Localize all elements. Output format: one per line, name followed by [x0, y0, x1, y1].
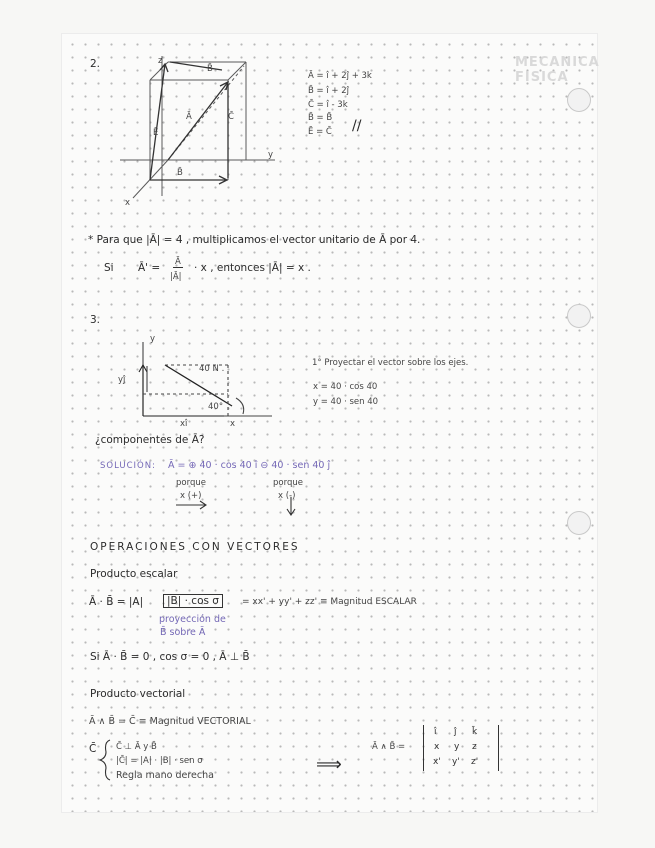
- formula-lhs: Ā' =: [138, 262, 161, 274]
- vector-b-bottom-label: B̄: [177, 168, 183, 178]
- equation-b: B̄ = î + 2ĵ: [308, 86, 350, 96]
- y-axis-label-3: y: [150, 334, 156, 344]
- vector-e-arrow: [150, 64, 165, 180]
- dot-product-title: Producto escalar: [90, 568, 178, 580]
- c-prop-rule: Regla mano derecha: [116, 770, 214, 781]
- formula-denominator: |Ā|: [170, 272, 182, 282]
- z-axis-label: z: [158, 56, 163, 66]
- force-label: 40 N .: [199, 364, 225, 374]
- equation-b-equal: B̄ = B̄: [308, 113, 333, 123]
- dot-formula-box: |B| · cos σ: [163, 594, 223, 608]
- projection-line-1: proyección de: [159, 614, 226, 625]
- vector-e-label: Ē: [153, 128, 159, 138]
- matrix-cell: k̄: [472, 727, 478, 737]
- vector-c-label: C̄: [228, 112, 234, 122]
- formula-numerator: Ā: [175, 257, 181, 267]
- cross-lhs: Ā ∧ B̄ =: [372, 742, 406, 752]
- axes-diagram: [139, 342, 272, 416]
- matrix-cell: y': [452, 757, 460, 767]
- step-1: 1° Proyectar el vector sobre los ejes.: [312, 358, 469, 368]
- because-1-title: porque: [176, 478, 206, 488]
- matrix-cell: y: [454, 742, 460, 752]
- vector-a-label: Ā: [186, 112, 192, 122]
- y-axis-label: y: [268, 150, 274, 160]
- note-line: * Para que |Ā| = 4 , multiplicamos el vector unitario de Ā por 4.: [88, 234, 421, 246]
- equation-x: x = 40 · cos 40: [313, 382, 378, 392]
- cross-definition: Ā ∧ B̄ = C̄ ≡ Magnitud VECTORIAL: [89, 716, 251, 727]
- matrix-cell: x: [434, 742, 440, 752]
- c-label: C̄: [89, 743, 97, 755]
- c-prop-perpendicular: C̄ ⊥ Ā y B̄: [116, 742, 157, 752]
- matrix-cell: ĵ: [454, 727, 457, 737]
- bleed-through-heading: MECANICA FISICA: [515, 55, 600, 85]
- equation-e-equal: Ē = C̄: [308, 127, 332, 137]
- parallel-mark: //: [352, 118, 362, 134]
- operations-title: OPERACIONES CON VECTORES: [90, 541, 300, 553]
- angle-label: 40°: [208, 402, 224, 412]
- matrix-cell: x': [433, 757, 441, 767]
- equation-a: Ā = î + 2ĵ + 3k: [308, 71, 372, 81]
- vector-b-top-label: B̄: [207, 64, 213, 74]
- because-1-sub: x (+): [180, 491, 202, 501]
- cross-product-title: Producto vectorial: [90, 688, 186, 700]
- solution-label: SOLUCIÓN:: [100, 461, 156, 471]
- matrix-cell: î: [434, 727, 437, 737]
- equation-c: C̄ = î - 3k: [308, 100, 348, 110]
- yj-label: yĵ: [118, 375, 126, 385]
- si-label: Si: [104, 262, 114, 274]
- c-properties-brace: [100, 740, 110, 780]
- equation-y: y = 40 · sen 40: [313, 397, 379, 407]
- problem-2-number: 2.: [90, 58, 101, 70]
- c-prop-magnitude: |C̄| = |A| · |B| · sen σ: [116, 756, 203, 766]
- dot-condition: Si Ā · B̄ = 0 , cos σ = 0 , Ā ⊥ B̄: [90, 651, 250, 663]
- because-2-sub: x (-): [278, 491, 296, 501]
- dot-formula-lhs: Ā · B̄ = |A|: [89, 596, 144, 608]
- problem-3-number: 3.: [90, 314, 101, 326]
- box-diagram: [120, 56, 275, 198]
- x-axis-label: x: [125, 198, 131, 208]
- implies-arrow-icon: ⟹: [316, 754, 342, 775]
- vector-a-arrow: [168, 82, 228, 160]
- matrix-cell: z': [471, 757, 479, 767]
- components-question: ¿componentes de Ā?: [95, 434, 205, 446]
- matrix-cell: z: [472, 742, 477, 752]
- dot-formula-rhs: = xx' + yy' + zz' ≡ Magnitud ESCALAR: [242, 597, 417, 607]
- because-2-title: porque: [273, 478, 303, 488]
- xi-label: xî: [180, 419, 188, 429]
- solution-expression: Ā = ⊕ 40 · cos 40 î ⊖ 40 · sen 40 ĵ: [168, 460, 331, 471]
- cross-matrix: [423, 725, 499, 771]
- x-axis-label-3: x: [230, 419, 236, 429]
- formula-tail: · x , entonces |Ā| = x .: [194, 262, 311, 274]
- vector-b-top-arrow: [170, 62, 222, 70]
- projection-line-2: B̄ sobre Ā: [160, 627, 206, 638]
